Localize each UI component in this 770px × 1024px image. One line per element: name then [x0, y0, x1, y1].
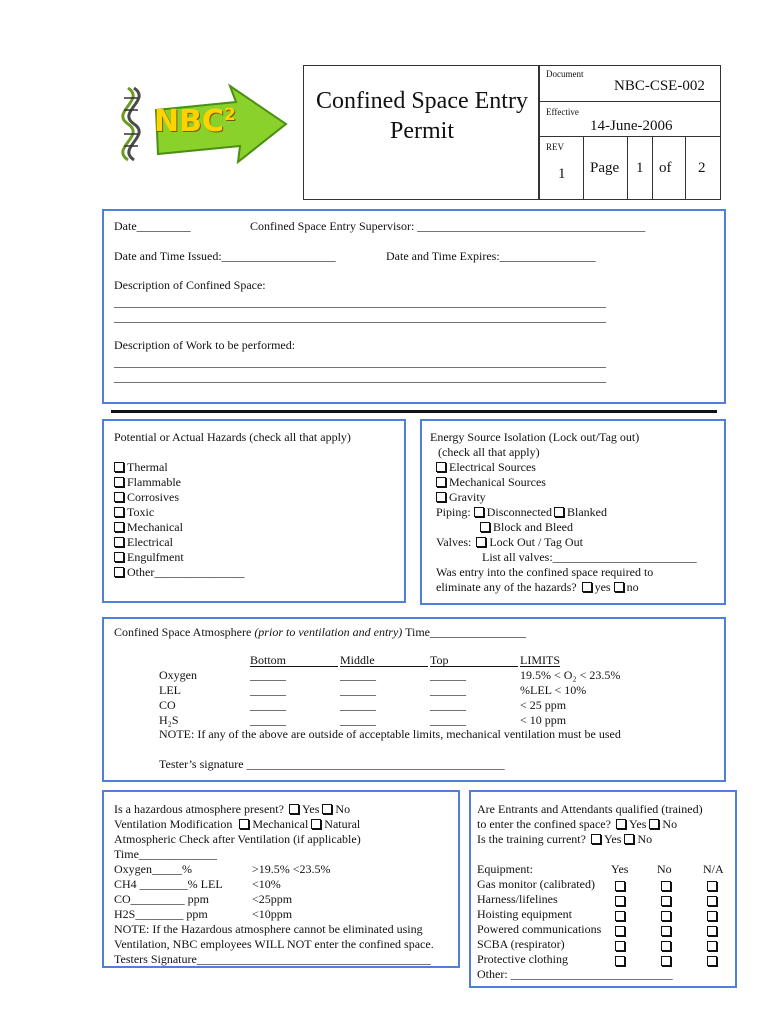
issued-field[interactable]: Date and Time Issued:___________________ [114, 249, 336, 263]
ch4-range: <10% [252, 877, 281, 891]
equipment-no-checkbox-icon[interactable] [661, 941, 671, 951]
of-value: 2 [698, 160, 706, 176]
equipment-yes-checkbox-icon[interactable] [615, 881, 625, 891]
equipment-item-label: Powered communications [477, 922, 602, 936]
hazardous-note-line1: NOTE: If the Hazardous atmosphere cannot be eliminated using [114, 922, 423, 936]
checkbox-icon[interactable] [554, 507, 564, 517]
h2s-middle-field[interactable]: ______ [340, 713, 376, 727]
co-middle-field[interactable]: ______ [340, 698, 376, 712]
checkbox-icon[interactable] [616, 819, 626, 829]
equipment-yes-checkbox-icon[interactable] [615, 926, 625, 936]
checkbox-icon[interactable] [114, 492, 124, 502]
h2s-range: <10ppm [252, 907, 293, 921]
checkbox-icon[interactable] [311, 819, 321, 829]
page-title-line1: Confined Space Entry [316, 88, 528, 114]
checkbox-icon[interactable] [614, 582, 624, 592]
checkbox-icon[interactable] [114, 567, 124, 577]
col-yes: Yes [611, 862, 629, 876]
electrical-sources-option[interactable]: Electrical Sources [430, 460, 697, 475]
equipment-item-label: Protective clothing [477, 952, 568, 966]
oxygen-top-field[interactable]: ______ [430, 668, 466, 682]
description-work-line2[interactable]: __________________________________________________________________________________ [114, 370, 606, 384]
hazard-item[interactable]: Flammable [114, 475, 244, 490]
energy-title: Energy Source Isolation (Lock out/Tag out) [430, 430, 640, 444]
atmosphere-title-row: Confined Space Atmosphere (prior to ventilation and entry) Time________________ [114, 625, 526, 639]
page-cell [583, 136, 628, 200]
checkbox-icon[interactable] [436, 462, 446, 472]
equipment-na-checkbox-icon[interactable] [707, 956, 717, 966]
document-value: NBC-CSE-002 [614, 78, 705, 94]
hazard-item[interactable]: Electrical [114, 535, 244, 550]
h2s-top-field[interactable]: ______ [430, 713, 466, 727]
atmosphere-time-field[interactable]: Time________________ [405, 625, 526, 639]
hazards-title: Potential or Actual Hazards (check all that apply) [114, 430, 351, 444]
col-middle: Middle [340, 654, 428, 667]
piping-row: Piping: Disconnected Blanked [436, 505, 607, 519]
checkbox-icon[interactable] [322, 804, 332, 814]
lel-bottom-field[interactable]: ______ [250, 683, 286, 697]
training-current-question: Is the training current? Yes No [477, 832, 653, 846]
effective-value: 14-June-2006 [590, 118, 673, 134]
gravity-option[interactable]: Gravity [430, 490, 697, 505]
testers-signature-field[interactable]: Testers Signature_______________________________________ [114, 952, 431, 966]
description-space-line1[interactable]: __________________________________________________________________________________ [114, 295, 606, 309]
list-valves-field[interactable]: List all valves:________________________ [482, 550, 697, 564]
check-after-label: Atmospheric Check after Ventilation (if applicable) [114, 832, 361, 846]
logo-text: NBC [154, 104, 224, 139]
expires-field[interactable]: Date and Time Expires:________________ [386, 249, 596, 263]
block-bleed-option[interactable]: Block and Bleed [430, 520, 697, 535]
hazardous-question: Is a hazardous atmosphere present? Yes No [114, 802, 351, 816]
entry-question-line1: Was entry into the confined space required to [436, 565, 654, 579]
h2s-bottom-field[interactable]: ______ [250, 713, 286, 727]
lel-limit: %LEL < 10% [520, 683, 587, 697]
hazards-list [114, 460, 244, 580]
effective-cell [539, 101, 721, 137]
equipment-na-checkbox-icon[interactable] [707, 911, 717, 921]
qualified-question-line1: Are Entrants and Attendants qualified (trained) [477, 802, 703, 816]
description-work-line1[interactable]: __________________________________________________________________________________ [114, 355, 606, 369]
hazard-item[interactable]: Engulfment [114, 550, 244, 565]
equipment-no-checkbox-icon[interactable] [661, 926, 671, 936]
supervisor-field[interactable]: Confined Space Entry Supervisor: ______________________________________ [250, 219, 646, 233]
co-reading-field[interactable]: CO_________ ppm [114, 892, 210, 906]
equipment-na-checkbox-icon[interactable] [707, 926, 717, 936]
description-space-line2[interactable]: __________________________________________________________________________________ [114, 310, 606, 324]
checkbox-icon[interactable] [649, 819, 659, 829]
hazard-item[interactable]: Thermal [114, 460, 244, 475]
oxygen-middle-field[interactable]: ______ [340, 668, 376, 682]
row-lel-label: LEL [159, 683, 181, 697]
equipment-no-checkbox-icon[interactable] [661, 896, 671, 906]
document-label: Document [546, 69, 584, 79]
checkbox-icon[interactable] [114, 462, 124, 472]
checkbox-icon[interactable] [114, 507, 124, 517]
hazardous-atmosphere-section [102, 790, 460, 968]
row-oxygen-label: Oxygen [159, 668, 197, 682]
equipment-no-checkbox-icon[interactable] [661, 956, 671, 966]
energy-subtitle: (check all that apply) [438, 445, 540, 459]
checkbox-icon[interactable] [436, 492, 446, 502]
valves-row: Valves: Lock Out / Tag Out [436, 535, 583, 549]
equipment-na-checkbox-icon[interactable] [707, 896, 717, 906]
qualified-question-line2: to enter the confined space? Yes No [477, 817, 678, 831]
equipment-other-field[interactable]: Other: ___________________________ [477, 967, 673, 981]
h2s-reading-field[interactable]: H2S________ ppm [114, 907, 208, 921]
ventilation-modification-row: Ventilation Modification Mechanical Natural [114, 817, 361, 831]
hazard-item[interactable]: Mechanical [114, 520, 244, 535]
checkbox-icon[interactable] [114, 522, 124, 532]
date-field[interactable]: Date_________ [114, 219, 191, 233]
equipment-label: Equipment: [477, 862, 533, 876]
checkbox-icon[interactable] [289, 804, 299, 814]
equipment-yes-checkbox-icon[interactable] [615, 956, 625, 966]
col-top: Top [430, 654, 518, 667]
page-number-cell [627, 136, 653, 200]
co-limit: < 25 ppm [520, 698, 567, 712]
of-cell [652, 136, 686, 200]
entry-question-line2: eliminate any of the hazards? yes no [436, 580, 639, 594]
co-range: <25ppm [252, 892, 293, 906]
checkbox-icon[interactable] [624, 834, 634, 844]
qualification-equipment-section [469, 790, 737, 988]
document-cell [539, 65, 721, 102]
co-bottom-field[interactable]: ______ [250, 698, 286, 712]
col-na: N/A [703, 862, 724, 876]
oxygen-range: >19.5% <23.5% [252, 862, 331, 876]
checkbox-icon[interactable] [591, 834, 601, 844]
equipment-yes-checkbox-icon[interactable] [615, 896, 625, 906]
hazardous-note-line2: Ventilation, NBC employees WILL NOT enter the confined space. [114, 937, 434, 951]
co-top-field[interactable]: ______ [430, 698, 466, 712]
permit-info-section [102, 209, 726, 404]
oxygen-limit: 19.5% < O₂ < 23.5% [520, 668, 621, 682]
hazard-item[interactable]: Toxic [114, 505, 244, 520]
col-limits: LIMITS [520, 653, 560, 667]
oxygen-bottom-field[interactable]: ______ [250, 668, 286, 682]
equipment-item-label: Gas monitor (calibrated) [477, 877, 595, 891]
h2s-limit: < 10 ppm [520, 713, 567, 727]
ventilation-note: NOTE: If any of the above are outside of acceptable limits, mechanical ventilation must be used [159, 727, 621, 741]
total-pages-cell [685, 136, 721, 200]
checkbox-icon[interactable] [480, 522, 490, 532]
ch4-reading-field[interactable]: CH4 ________% LEL [114, 877, 223, 891]
checkbox-icon[interactable] [582, 582, 592, 592]
equipment-item-label: Hoisting equipment [477, 907, 572, 921]
page-value: 1 [636, 160, 644, 176]
logo [118, 80, 293, 170]
checkbox-icon[interactable] [114, 552, 124, 562]
lel-middle-field[interactable]: ______ [340, 683, 376, 697]
rev-label: REV [546, 142, 564, 152]
atmosphere-section [102, 617, 726, 782]
equipment-na-checkbox-icon[interactable] [707, 881, 717, 891]
checkbox-icon[interactable] [436, 477, 446, 487]
checkbox-icon[interactable] [114, 477, 124, 487]
description-work-label: Description of Work to be performed: [114, 338, 296, 352]
equipment-na-checkbox-icon[interactable] [707, 941, 717, 951]
equipment-no-checkbox-icon[interactable] [661, 911, 671, 921]
checkbox-icon[interactable] [239, 819, 249, 829]
checkbox-icon[interactable] [476, 537, 486, 547]
rev-cell [539, 136, 584, 200]
col-bottom: Bottom [250, 654, 338, 667]
row-h2s-label: H₂S [159, 713, 179, 727]
equipment-item-label: SCBA (respirator) [477, 937, 565, 951]
equipment-no-checkbox-icon[interactable] [661, 881, 671, 891]
section-divider [111, 410, 717, 413]
of-label: of [659, 160, 672, 176]
tester-signature-field[interactable]: Tester’s signature ___________________________________________ [159, 757, 505, 771]
hazard-item[interactable]: Other_______________ [114, 565, 244, 580]
effective-label: Effective [546, 107, 579, 117]
hazard-item[interactable]: Corrosives [114, 490, 244, 505]
equipment-item-label: Harness/lifelines [477, 892, 558, 906]
hazards-section [102, 419, 406, 603]
row-co-label: CO [159, 698, 176, 712]
energy-isolation-section [420, 419, 726, 605]
page-label: Page [590, 160, 620, 176]
col-no: No [657, 862, 672, 876]
equipment-yes-checkbox-icon[interactable] [615, 911, 625, 921]
checkbox-icon[interactable] [114, 537, 124, 547]
equipment-yes-checkbox-icon[interactable] [615, 941, 625, 951]
mechanical-sources-option[interactable]: Mechanical Sources [430, 475, 697, 490]
lel-top-field[interactable]: ______ [430, 683, 466, 697]
logo-sup: 2 [224, 105, 236, 125]
rev-value: 1 [558, 166, 566, 182]
header-title-cell [303, 65, 539, 200]
check-time-field[interactable]: Time_____________ [114, 847, 217, 861]
page-title-line2: Permit [390, 118, 454, 144]
checkbox-icon[interactable] [474, 507, 484, 517]
description-space-label: Description of Confined Space: [114, 278, 266, 292]
oxygen-reading-field[interactable]: Oxygen_____% [114, 862, 192, 876]
